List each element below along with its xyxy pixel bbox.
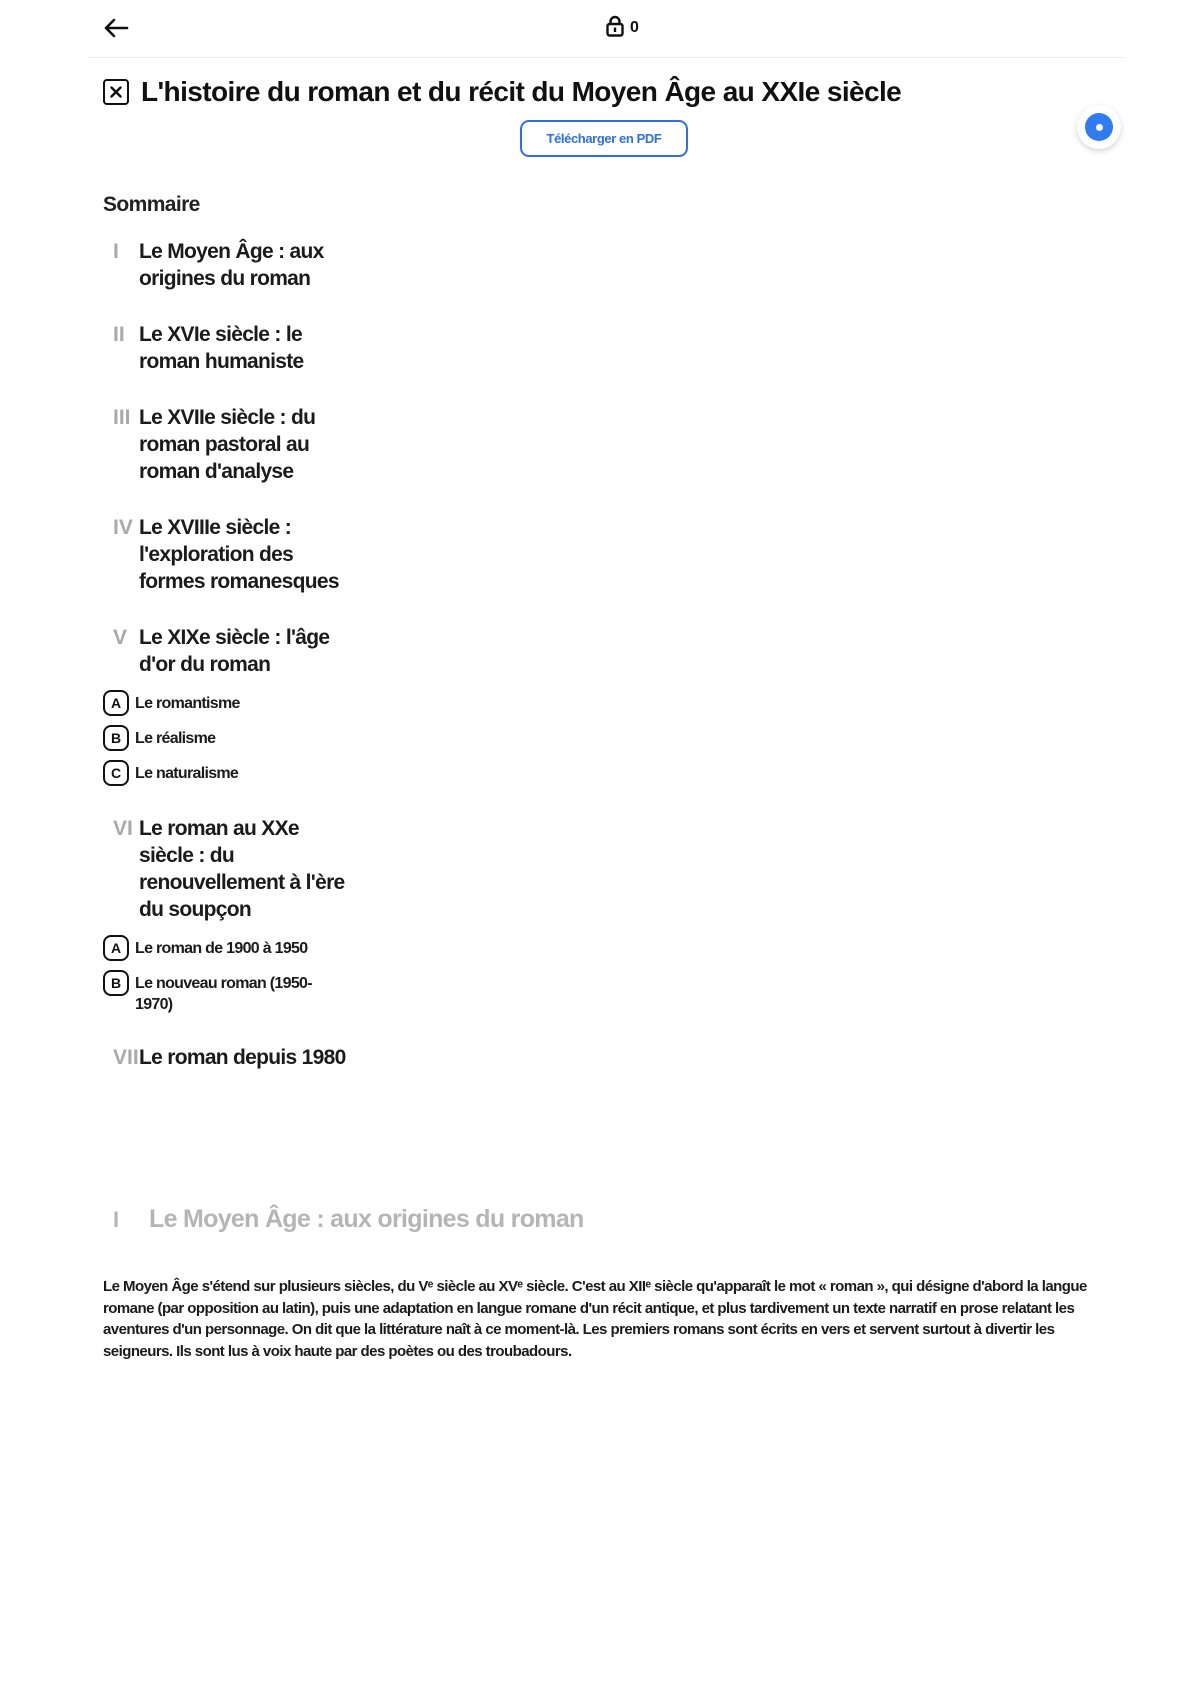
section-title: Le Moyen Âge : aux origines du roman [149,1205,584,1233]
toc-label: Le XVIIe siècle : du roman pastoral au roman d'analyse [139,406,316,483]
toc-subitem[interactable] [103,970,373,1015]
lock-count: 0 [630,19,639,36]
top-bar [88,0,1124,58]
toc-sublabel: Le roman de 1900 à 1950 [135,940,308,957]
toc-item-4[interactable] [103,514,373,595]
toc-subitem[interactable] [103,935,373,961]
toc-sublabel: Le nouveau roman (1950-1970) [135,975,312,1013]
floating-action-button[interactable] [1077,105,1121,149]
toc-label: Le XIXe siècle : l'âge d'or du roman [139,626,330,676]
lock-icon [606,15,624,42]
toc-item-3[interactable] [103,404,373,485]
toc-label: Le Moyen Âge : aux origines du roman [139,240,324,290]
toc-sublist-6 [103,935,373,1015]
toc-numeral: II [113,323,125,346]
download-pdf-button[interactable]: Télécharger en PDF [520,120,688,157]
toc-subitem[interactable] [103,760,373,786]
section-heading [103,1205,584,1234]
toc-sublabel: Le romantisme [135,695,240,712]
toc-item-7[interactable] [103,1044,373,1071]
toc-sublist-5 [103,690,373,786]
letter-badge: A [103,690,129,716]
toc-label: Le roman au XXe siècle : du renouvellement à l'ère du soupçon [139,817,345,921]
toc-item-1[interactable] [103,238,373,292]
toc-sublabel: Le naturalisme [135,765,239,782]
toc-numeral: IV [113,516,133,539]
toc-subitem[interactable] [103,725,373,751]
toc-numeral: V [113,626,128,649]
toc-numeral: VII [113,1046,139,1069]
section-numeral: I [113,1206,120,1232]
toc-item-6[interactable] [103,815,373,923]
letter-badge: C [103,760,129,786]
toc-subitem[interactable] [103,690,373,716]
letter-badge: A [103,935,129,961]
toc-label: Le roman depuis 1980 [139,1046,346,1069]
document-title-row [103,76,901,108]
arrow-left-icon[interactable] [103,16,129,40]
toc-sublabel: Le réalisme [135,730,216,747]
toc-numeral: III [113,406,131,429]
letter-badge: B [103,970,129,996]
toc-numeral: VI [113,817,133,840]
toc-label: Le XVIIIe siècle : l'exploration des formes romanesques [139,516,339,593]
toc-item-5[interactable] [103,624,373,678]
toc-item-2[interactable] [103,321,373,375]
dot-icon [1085,113,1113,141]
close-icon[interactable] [103,79,129,105]
summary-heading: Sommaire [103,193,200,216]
table-of-contents [103,238,373,1100]
section-body: Le Moyen Âge s'étend sur plusieurs siècles, du Vᵉ siècle au XVᵉ siècle. C'est au XIIᵉ siècle qu'apparaît le mot « roman », qui désigne d'abord la langue romane (par opposition au latin), puis une adaptation en langue romane d'un récit antique, et plus tardivement un texte narratif en prose relatant les aventures d'un personnage. On dit que la littérature naît à ce moment-là. Les premiers romans sont écrits en vers et servent surtout à divertir les seigneurs. Ils sont lus à voix haute par des poètes ou des troubadours. [103,1278,1087,1360]
toc-numeral: I [113,240,119,263]
toc-label: Le XVIe siècle : le roman humaniste [139,323,304,373]
lock-counter[interactable] [606,15,639,41]
page-title: L'histoire du roman et du récit du Moyen Âge au XXIe siècle [141,76,902,107]
letter-badge: B [103,725,129,751]
